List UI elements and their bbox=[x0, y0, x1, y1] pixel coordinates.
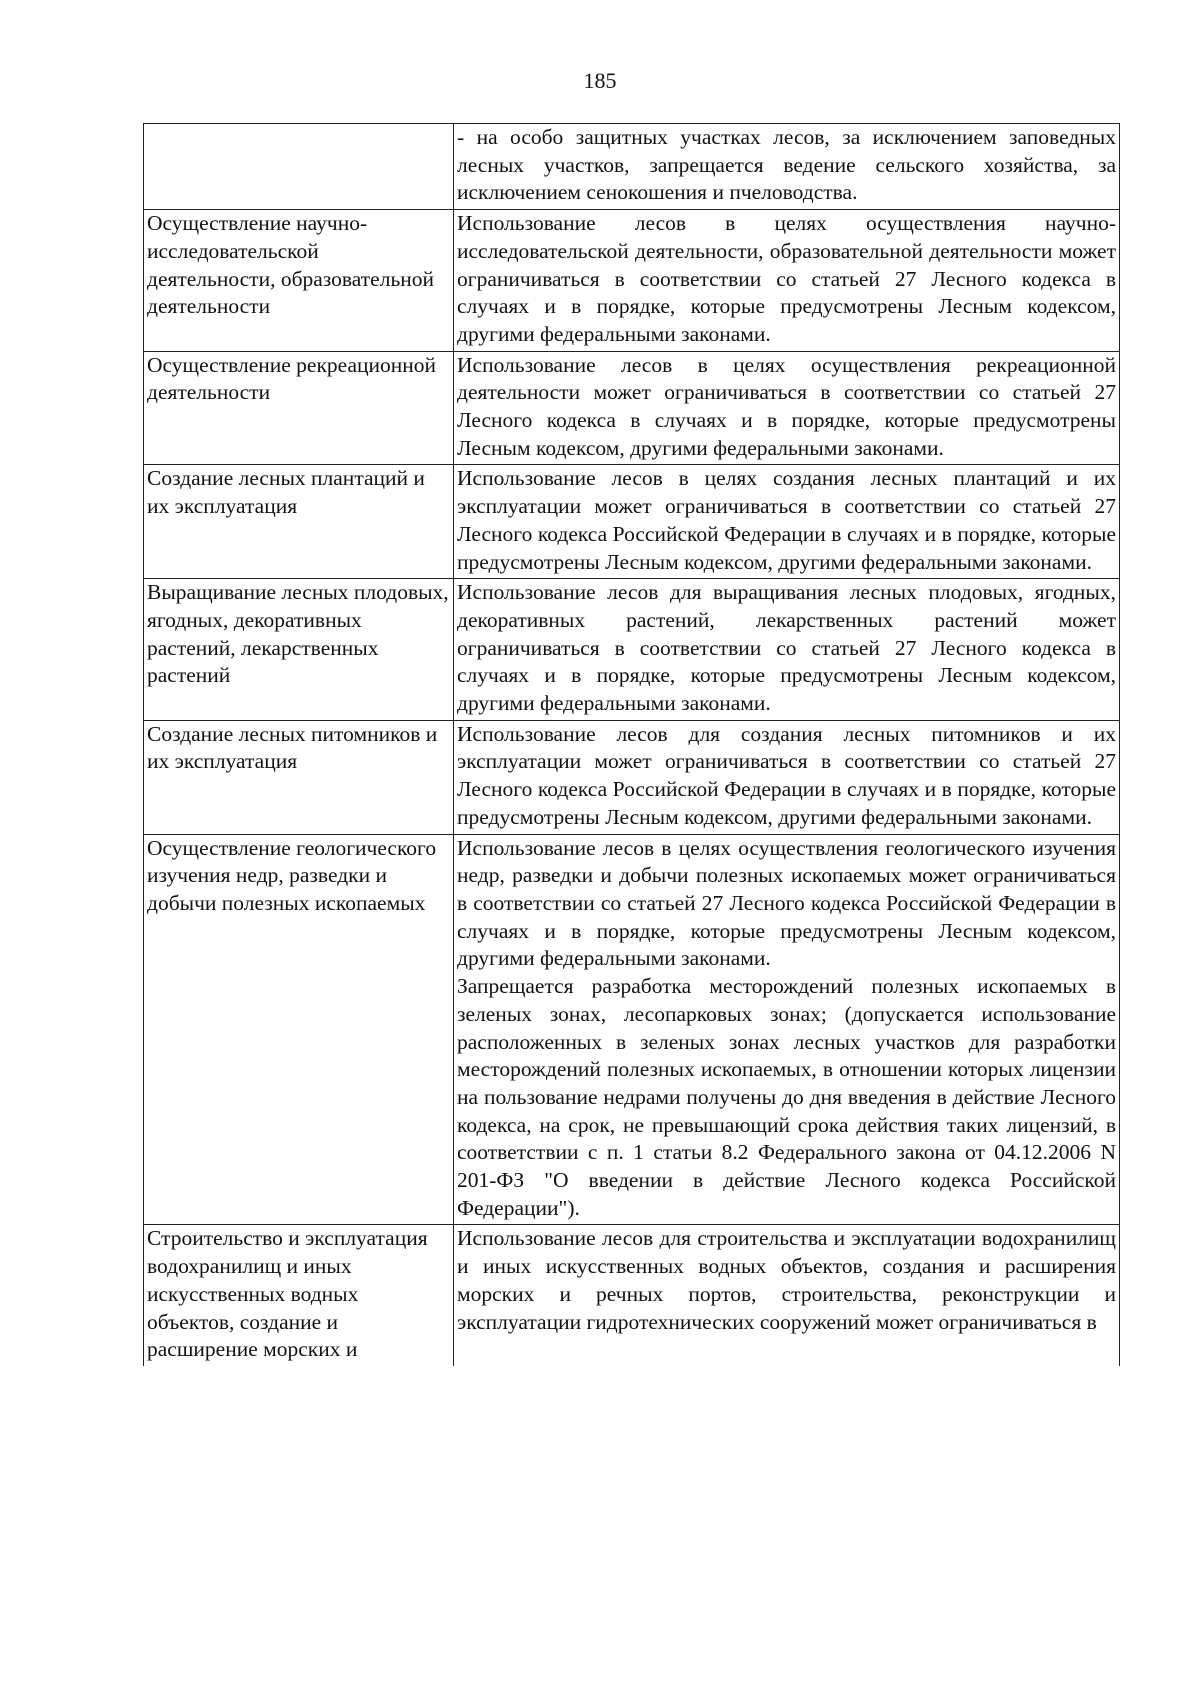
restriction-cell bbox=[454, 210, 1120, 352]
table-row bbox=[144, 1225, 1120, 1366]
restriction-paragraph: Использование лесов для создания лесных питомников и их эксплуатации может ограничиваться в соответствии со статьей 27 Лесного кодекса Российской Федерации в случаях и в порядке, которые предусмотрены Лесным кодексом, другими федеральными законами. bbox=[457, 721, 1116, 829]
restriction-cell bbox=[454, 720, 1120, 834]
activity-cell: Создание лесных питомников и их эксплуатация bbox=[144, 720, 454, 834]
restriction-paragraph: Использование лесов в целях осуществления геологического изучения недр, разведки и добычи полезных ископаемых может ограничиваться в соответствии со статьей 27 Лесного кодекса Российской Федерации в случаях и в порядке, которые предусмотрены Лесным кодексом, другими федеральными законами. bbox=[457, 835, 1116, 971]
restriction-paragraph: Использование лесов в целях осуществления научно-исследовательской деятельности, образовательной деятельности может ограничиваться в соответствии со статьей 27 Лесного кодекса в случаях и в порядке, которые предусмотрены Лесным кодексом, другими федеральными законами. bbox=[457, 211, 1116, 346]
restrictions-table bbox=[143, 123, 1120, 1366]
table-row bbox=[144, 210, 1120, 352]
activity-cell: Осуществление научно-исследовательской деятельности, образовательной деятельности bbox=[144, 210, 454, 352]
activity-cell: Осуществление геологического изучения недр, разведки и добычи полезных ископаемых bbox=[144, 834, 454, 1225]
table-row bbox=[144, 465, 1120, 579]
table-row bbox=[144, 351, 1120, 465]
table-row bbox=[144, 124, 1120, 210]
restriction-cell bbox=[454, 351, 1120, 465]
table-row bbox=[144, 720, 1120, 834]
restriction-paragraph: Запрещается разработка месторождений полезных ископаемых в зеленых зонах, лесопарковых зонах; (допускается использование расположенных в зеленых зонах лесных участков для разработки месторождений полезных ископаемых, в отношении которых лицензии на пользование недрами получены до дня введения в действие Лесного кодекса, на срок, не превышающий срока действия таких лицензий, в соответствии с п. 1 статьи 8.2 Федерального закона от 04.12.2006 N 201-ФЗ "О введении в действие Лесного кодекса Российской Федерации"). bbox=[457, 974, 1116, 1220]
restriction-paragraph: - на особо защитных участках лесов, за исключением заповедных лесных участков, запрещается ведение сельского хозяйства, за исключением сенокошения и пчеловодства. bbox=[457, 125, 1116, 205]
restriction-paragraph: Использование лесов в целях создания лесных плантаций и их эксплуатации может ограничиваться в соответствии со статьей 27 Лесного кодекса Российской Федерации в случаях и в порядке, которые предусмотрены Лесным кодексом, другими федеральными законами. bbox=[457, 466, 1116, 574]
activity-cell: Строительство и эксплуатация водохранилищ и иных искусственных водных объектов, создание и расширение морских и bbox=[144, 1225, 454, 1366]
table-row bbox=[144, 834, 1120, 1225]
restriction-cell bbox=[454, 1225, 1120, 1366]
restriction-paragraph: Использование лесов для выращивания лесных плодовых, ягодных, декоративных растений, лекарственных растений может ограничиваться в соответствии со статьей 27 Лесного кодекса в случаях и в порядке, которые предусмотрены Лесным кодексом, другими федеральными законами. bbox=[457, 580, 1116, 716]
activity-cell: Создание лесных плантаций и их эксплуатация bbox=[144, 465, 454, 579]
activity-cell bbox=[144, 124, 454, 210]
restriction-cell bbox=[454, 834, 1120, 1225]
activity-cell: Выращивание лесных плодовых, ягодных, декоративных растений, лекарственных растений bbox=[144, 579, 454, 721]
restriction-cell bbox=[454, 465, 1120, 579]
page-number: 185 bbox=[583, 68, 617, 93]
restriction-cell bbox=[454, 124, 1120, 210]
restriction-paragraph: Использование лесов в целях осуществления рекреационной деятельности может ограничиваться в соответствии со статьей 27 Лесного кодекса в случаях и в порядке, которые предусмотрены Лесным кодексом, другими федеральными законами. bbox=[457, 352, 1116, 460]
restriction-paragraph: Использование лесов для строительства и эксплуатации водохранилищ и иных искусственных водных объектов, создания и расширения морских и речных портов, строительства, реконструкции и эксплуатации гидротехнических сооружений может ограничиваться в bbox=[457, 1226, 1116, 1334]
activity-cell: Осуществление рекреационной деятельности bbox=[144, 351, 454, 465]
restriction-cell bbox=[454, 579, 1120, 721]
table-row bbox=[144, 579, 1120, 721]
